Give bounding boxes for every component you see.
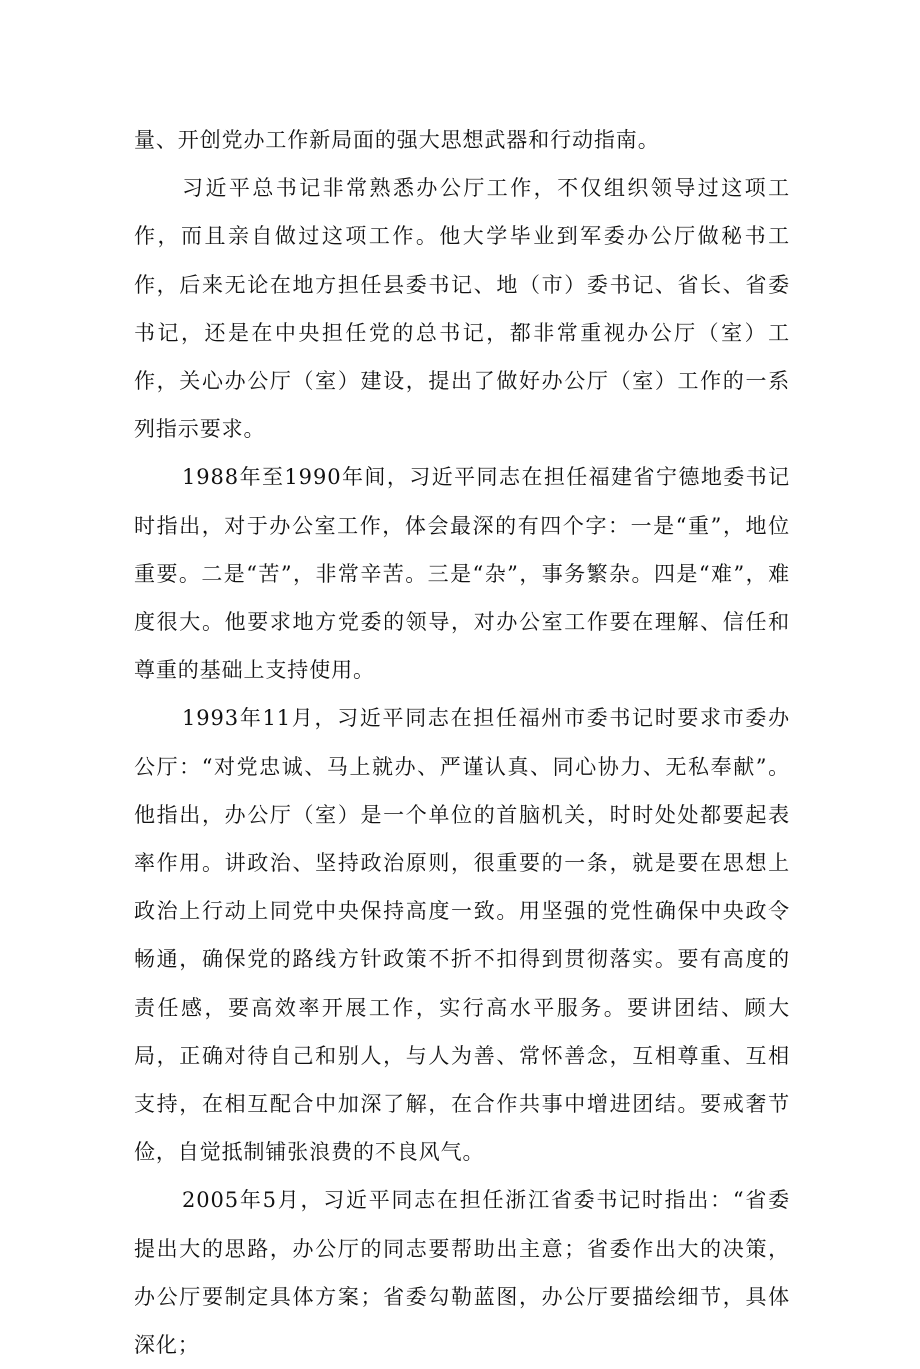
paragraph-fuzhou-1993: 1993年11月，习近平同志在担任福州市委书记时要求市委办公厅：“对党忠诚、马上就办、严谨认真、同心协力、无私奉献”。他指出，办公厅（室）是一个单位的首脑机关，时时处处都要起表率作用。讲政治、坚持政治原则，很重要的一条，就是要在思想上政治上行动上同党中央保持高度一致。用坚强的党性确保中央政令畅通，确保党的路线方针政策不折不扣得到贯彻落实。要有高度的责任感，要高效率开展工作，实行高水平服务。要讲团结、顾大局，正确对待自己和别人，与人为善、常怀善念，互相尊重、互相支持，在相互配合中加深了解，在合作共事中增进团结。要戒奢节俭，自觉抵制铺张浪费的不良风气。 (134, 706, 790, 1165)
paragraph-zhejiang-2005: 2005年5月，习近平同志在担任浙江省委书记时指出：“省委提出大的思路，办公厅的同志要帮助出主意；省委作出大的决策，办公厅要制定具体方案；省委勾勒蓝图，办公厅要描绘细节，具体深化； (134, 1188, 790, 1358)
paragraph-ningde-1988: 1988年至1990年间，习近平同志在担任福建省宁德地委书记时指出，对于办公室工作，体会最深的有四个字：一是“重”，地位重要。二是“苦”，非常辛苦。三是“杂”，事务繁杂。四是“难”，难度很大。他要求地方党委的领导，对办公室工作要在理解、信任和尊重的基础上支持使用。 (134, 465, 790, 683)
paragraph-familiarity: 习近平总书记非常熟悉办公厅工作，不仅组织领导过这项工作，而且亲自做过这项工作。他大学毕业到军委办公厅做秘书工作，后来无论在地方担任县委书记、地（市）委书记、省长、省委书记，还是在中央担任党的总书记，都非常重视办公厅（室）工作，关心办公厅（室）建设，提出了做好办公厅（室）工作的一系列指示要求。 (134, 176, 790, 442)
document-body (134, 116, 790, 1369)
paragraph-continuation: 量、开创党办工作新局面的强大思想武器和行动指南。 (134, 128, 660, 152)
